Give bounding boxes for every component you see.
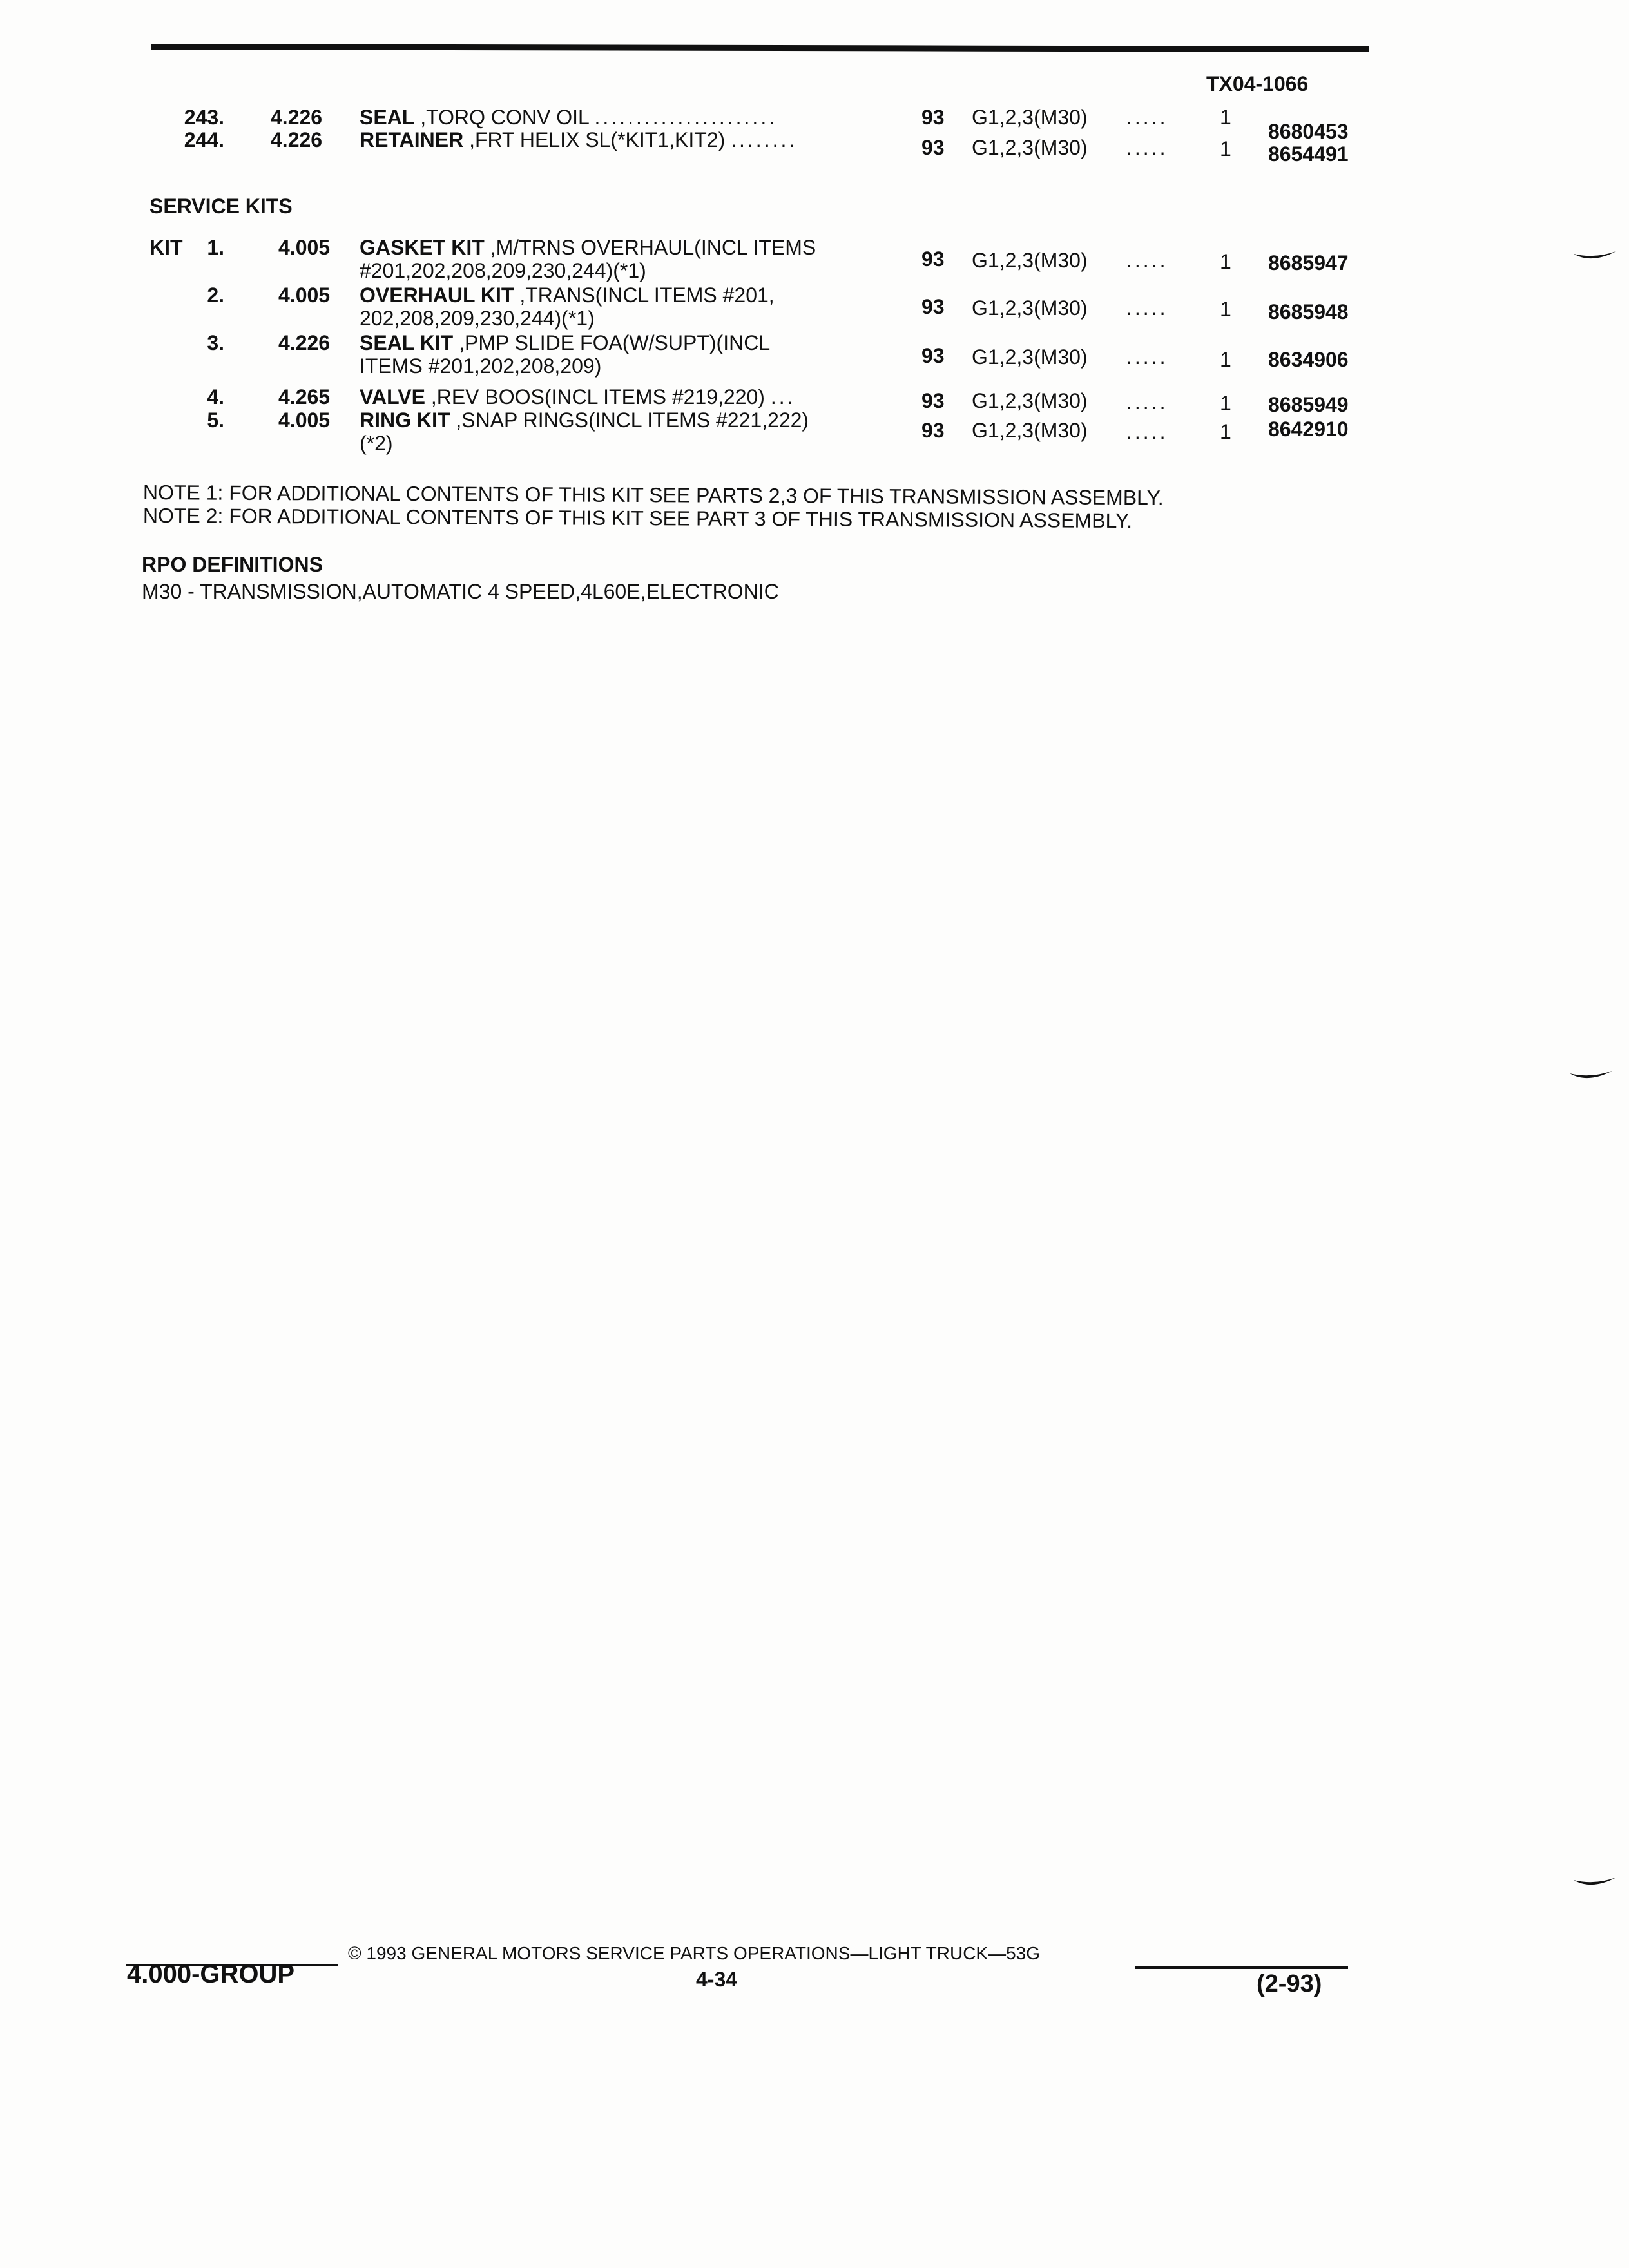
kit-detail: ,SNAP RINGS(INCL ITEMS #221,222): [450, 408, 809, 432]
margin-mark: [1568, 1070, 1614, 1084]
kit-detail: ,PMP SLIDE FOA(W/SUPT)(INCL: [453, 331, 771, 354]
model-codes: G1,2,3(M30): [972, 296, 1088, 320]
leader-dots: .....: [1126, 345, 1168, 369]
part-description: [360, 106, 777, 129]
quantity: 1: [1220, 137, 1231, 160]
kit-description: [360, 236, 816, 259]
page-number: 4-34: [696, 1968, 738, 1991]
note-2: NOTE 2: FOR ADDITIONAL CONTENTS OF THIS KIT SEE PART 3 OF THIS TRANSMISSION ASSEMBLY.: [142, 504, 1133, 533]
group-number: 4.226: [271, 106, 323, 129]
part-number: 8654491: [1268, 142, 1349, 166]
quantity: 1: [1220, 420, 1231, 443]
kit-description: [360, 408, 809, 432]
kit-name: SEAL KIT: [360, 331, 454, 354]
item-number: 244.: [184, 128, 224, 151]
kit-detail-continued: (*2): [360, 432, 393, 455]
model-year: 93: [921, 295, 945, 318]
rpo-definition: M30 - TRANSMISSION,AUTOMATIC 4 SPEED,4L60E,ELECTRONIC: [142, 580, 779, 603]
revision-date: (2-93): [1257, 1970, 1322, 1997]
part-number: 8685949: [1268, 393, 1349, 416]
footer-rule-right: [1135, 1966, 1348, 1969]
margin-mark: [1572, 1876, 1617, 1890]
part-detail: ,FRT HELIX SL(*KIT1,KIT2): [463, 128, 726, 151]
leader-dots: .....: [1126, 249, 1168, 272]
leader-dots: .....: [1126, 390, 1168, 414]
quantity: 1: [1220, 348, 1231, 371]
leader-dots: .....: [1126, 106, 1168, 129]
part-name: SEAL: [360, 106, 415, 129]
part-number: 8642910: [1268, 418, 1349, 441]
footer-copyright: © 1993 GENERAL MOTORS SERVICE PARTS OPERATIONS—LIGHT TRUCK—53G: [348, 1943, 1041, 1963]
part-name: RETAINER: [360, 128, 464, 151]
model-codes: G1,2,3(M30): [972, 345, 1088, 369]
model-year: 93: [921, 136, 945, 159]
quantity: 1: [1220, 106, 1231, 129]
rpo-title: RPO DEFINITIONS: [142, 553, 323, 576]
model-year: 93: [921, 247, 945, 271]
footer-group-label: 4.000-GROUP: [127, 1960, 295, 1988]
header-rule: [151, 44, 1369, 52]
margin-mark: [1572, 250, 1617, 264]
part-number: 8685948: [1268, 300, 1349, 323]
kit-description: [360, 385, 796, 408]
quantity: 1: [1220, 392, 1231, 415]
kit-label: KIT: [149, 236, 183, 259]
leader-dots: ...: [770, 385, 796, 408]
kit-description: [360, 331, 770, 354]
group-number: 4.005: [278, 236, 331, 259]
group-number: 4.005: [278, 408, 331, 432]
part-detail: ,TORQ CONV OIL: [414, 106, 589, 129]
part-number: 8634906: [1268, 348, 1349, 371]
model-codes: G1,2,3(M30): [972, 136, 1088, 159]
kit-detail-continued: #201,202,208,209,230,244)(*1): [360, 259, 646, 282]
section-title: SERVICE KITS: [149, 195, 293, 218]
model-codes: G1,2,3(M30): [972, 419, 1088, 442]
model-year: 93: [921, 106, 945, 129]
leader-dots: ......................: [594, 106, 778, 129]
model-codes: G1,2,3(M30): [972, 389, 1088, 412]
kit-number: 4.: [207, 385, 224, 408]
kit-detail-continued: 202,208,209,230,244)(*1): [360, 307, 595, 330]
group-number: 4.265: [278, 385, 331, 408]
kit-detail: ,TRANS(INCL ITEMS #201,: [514, 284, 775, 307]
item-number: 243.: [184, 106, 224, 129]
kit-name: RING KIT: [360, 408, 450, 432]
part-number: 8680453: [1268, 120, 1349, 143]
kit-detail: ,M/TRNS OVERHAUL(INCL ITEMS: [484, 236, 816, 259]
leader-dots: .....: [1126, 136, 1168, 159]
model-year: 93: [921, 344, 945, 367]
quantity: 1: [1220, 298, 1231, 321]
note-1: NOTE 1: FOR ADDITIONAL CONTENTS OF THIS KIT SEE PARTS 2,3 OF THIS TRANSMISSION ASSEMBLY.: [142, 481, 1164, 510]
kit-name: OVERHAUL KIT: [360, 284, 514, 307]
kit-number: 1.: [207, 236, 224, 259]
kit-number: 2.: [207, 284, 224, 307]
kit-name: GASKET KIT: [360, 236, 485, 259]
part-description: [360, 128, 797, 151]
group-number: 4.226: [278, 331, 331, 354]
model-codes: G1,2,3(M30): [972, 106, 1088, 129]
leader-dots: .....: [1126, 296, 1168, 320]
kit-detail-continued: ITEMS #201,202,208,209): [360, 354, 602, 378]
document-code: TX04-1066: [1206, 72, 1309, 95]
model-year: 93: [921, 419, 945, 442]
leader-dots: ........: [731, 128, 798, 151]
kit-number: 5.: [207, 408, 224, 432]
group-number: 4.226: [271, 128, 323, 151]
quantity: 1: [1220, 250, 1231, 273]
model-codes: G1,2,3(M30): [972, 249, 1088, 272]
kit-number: 3.: [207, 331, 224, 354]
part-number: 8685947: [1268, 251, 1349, 274]
model-year: 93: [921, 389, 945, 412]
kit-name: VALVE: [360, 385, 425, 408]
group-number: 4.005: [278, 284, 331, 307]
leader-dots: .....: [1126, 420, 1168, 443]
kit-detail: ,REV BOOS(INCL ITEMS #219,220): [425, 385, 765, 408]
kit-description: [360, 284, 775, 307]
